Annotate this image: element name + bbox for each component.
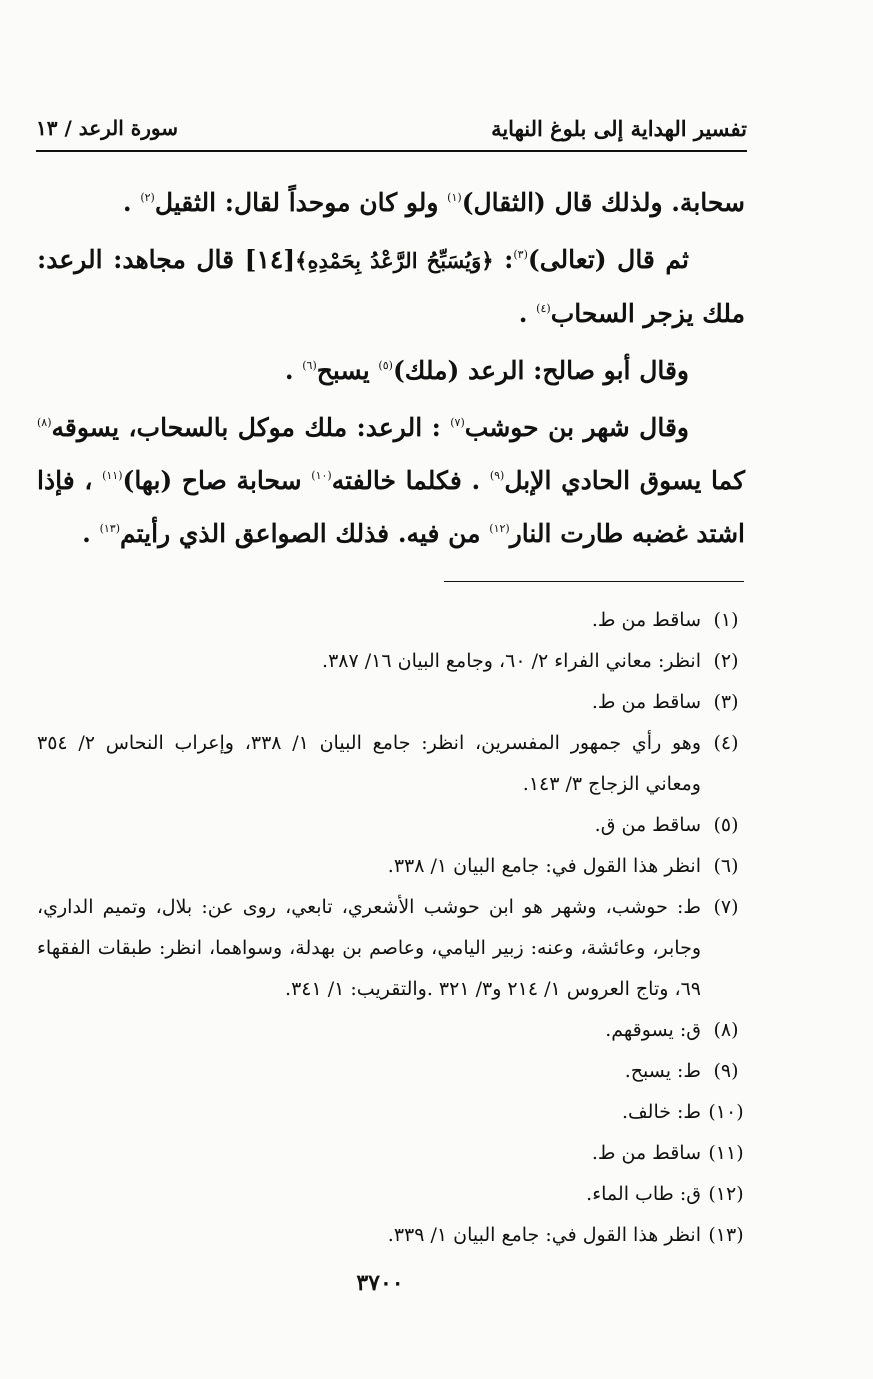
- footnote-number: (٧): [713, 896, 739, 918]
- footnote-text: ساقط من ط.: [591, 1142, 701, 1164]
- footnote-text: ساقط من ط.: [591, 609, 701, 631]
- footnote-text: انظر هذا القول في: جامع البيان ١/ ٣٣٩.: [387, 1224, 701, 1246]
- footnote-ref: (٢): [140, 191, 155, 204]
- paragraph-2: [37, 233, 745, 340]
- text-run: وقال أبو صالح: الرعد (ملك): [392, 356, 689, 385]
- footnote-text: انظر هذا القول في: جامع البيان ١/ ٣٣٨.: [387, 855, 701, 877]
- footnote-number: (١١): [708, 1142, 744, 1164]
- footnote-item: [37, 641, 745, 682]
- footnote-ref: (٧): [450, 416, 465, 429]
- footnote-item: [37, 1092, 745, 1133]
- footnote-separator: [444, 581, 744, 582]
- footnote-item: [37, 846, 745, 887]
- header-rule: [36, 150, 747, 152]
- footnote-text: ط: يسبح.: [624, 1060, 701, 1082]
- footnote-number: (٥): [713, 814, 739, 836]
- footnote-item: [37, 600, 745, 641]
- text-run: .: [82, 519, 100, 548]
- text-run: ثم قال (تعالى): [527, 245, 690, 274]
- footnote-ref: (٥): [378, 359, 393, 372]
- paragraph-1: [37, 176, 745, 229]
- text-run: .: [284, 356, 303, 385]
- running-header: [36, 112, 747, 148]
- text-run: وقال شهر بن حوشب: [464, 413, 689, 442]
- paragraph-3: [37, 344, 745, 397]
- footnote-text: ط: خالف.: [621, 1101, 701, 1123]
- paragraph-4: [37, 401, 745, 560]
- footnote-ref: (٦): [302, 359, 317, 372]
- text-run: .: [518, 299, 537, 328]
- footnotes: [37, 600, 745, 1256]
- footnote-number: (١٣): [708, 1224, 744, 1246]
- footnote-ref: (٣): [513, 248, 528, 261]
- footnote-number: (١٢): [708, 1183, 744, 1205]
- footnote-item: [37, 887, 745, 1010]
- text-run: سحابة. ولذلك قال (الثقال): [461, 188, 745, 217]
- footnote-ref: (٤): [536, 302, 551, 315]
- footnote-text: ق: يسوقهم.: [605, 1019, 701, 1041]
- footnote-number: (١٠): [708, 1101, 744, 1123]
- book-title: تفسير الهداية إلى بلوغ النهاية: [491, 116, 747, 141]
- footnote-text: ساقط من ق.: [594, 814, 701, 836]
- footnote-item: [37, 682, 745, 723]
- text-run: .: [122, 188, 141, 217]
- footnote-item: [37, 1133, 745, 1174]
- footnote-ref: (١٣): [99, 522, 120, 535]
- footnote-item: [37, 805, 745, 846]
- footnote-number: (٢): [713, 650, 739, 672]
- footnote-ref: (٩): [489, 469, 505, 482]
- text-run: كما يسوق الحادي الإبل: [504, 466, 745, 495]
- text-run: يسبح: [316, 356, 379, 385]
- footnote-ref: (١٠): [311, 469, 332, 482]
- page-number: ٣٧٠٠: [356, 1270, 404, 1296]
- footnote-ref: (١٢): [489, 522, 510, 535]
- footnote-item: [37, 1010, 745, 1051]
- footnote-number: (٤): [713, 732, 739, 754]
- footnote-text: وهو رأي جمهور المفسرين، انظر: جامع البيان ١/ ٣٣٨، وإعراب النحاس ٢/ ٣٥٤ ومعاني الزجاج ٣/ ١٤٣.: [37, 732, 701, 795]
- footnote-number: (٩): [713, 1060, 739, 1082]
- text-run: :: [493, 245, 514, 274]
- footnote-item: [37, 1051, 745, 1092]
- footnote-ref: (١): [447, 191, 462, 204]
- text-run: سحابة صاح (بها): [122, 466, 312, 495]
- footnote-text: ط: حوشب، وشهر هو ابن حوشب الأشعري، تابعي، روى عن: بلال، وتميم الداري، وجابر، وعائشة، وعنه: زبير اليامي، وعاصم بن بهدلة، وسواهما، انظر: طبقات الفقهاء ٦٩، وتاج العروس ١/ ٢١٤ و٣/ ٣٢١ .والتقريب: ١/ ٣٤١.: [37, 896, 701, 1000]
- text-run: ولو كان موحداً لقال: الثقيل: [154, 188, 448, 217]
- text-run: . فكلما خالفته: [331, 466, 490, 495]
- footnote-text: ق: طاب الماء.: [586, 1183, 701, 1205]
- footnote-number: (٣): [713, 691, 739, 713]
- footnote-item: [37, 1215, 745, 1256]
- footnote-ref: (١١): [102, 469, 123, 482]
- text-run: من فيه. فذلك الصواعق الذي رأيتم: [119, 519, 490, 548]
- footnote-ref: (٨): [37, 416, 52, 429]
- footnote-item: [37, 1174, 745, 1215]
- sura-label: سورة الرعد / ١٣: [36, 116, 179, 140]
- text-run: ، فإذا اشتد غضبه طارت النار: [37, 466, 745, 548]
- quran-verse: ﴿وَيُسَبِّحُ الرَّعْدُ بِحَمْدِهِ﴾: [295, 248, 494, 273]
- text-run: [١٤] قال مجاهد: الرعد: ملك يزجر السحاب: [37, 245, 745, 328]
- footnote-number: (٦): [713, 855, 739, 877]
- footnote-text: ساقط من ط.: [591, 691, 701, 713]
- footnote-number: (١): [713, 609, 739, 631]
- footnote-number: (٨): [713, 1019, 739, 1041]
- footnote-item: [37, 723, 745, 805]
- footnote-text: انظر: معاني الفراء ٢/ ٦٠، وجامع البيان ١٦/ ٣٨٧.: [322, 650, 701, 672]
- text-run: : الرعد: ملك موكل بالسحاب، يسوقه: [51, 413, 451, 442]
- main-text: [37, 176, 745, 564]
